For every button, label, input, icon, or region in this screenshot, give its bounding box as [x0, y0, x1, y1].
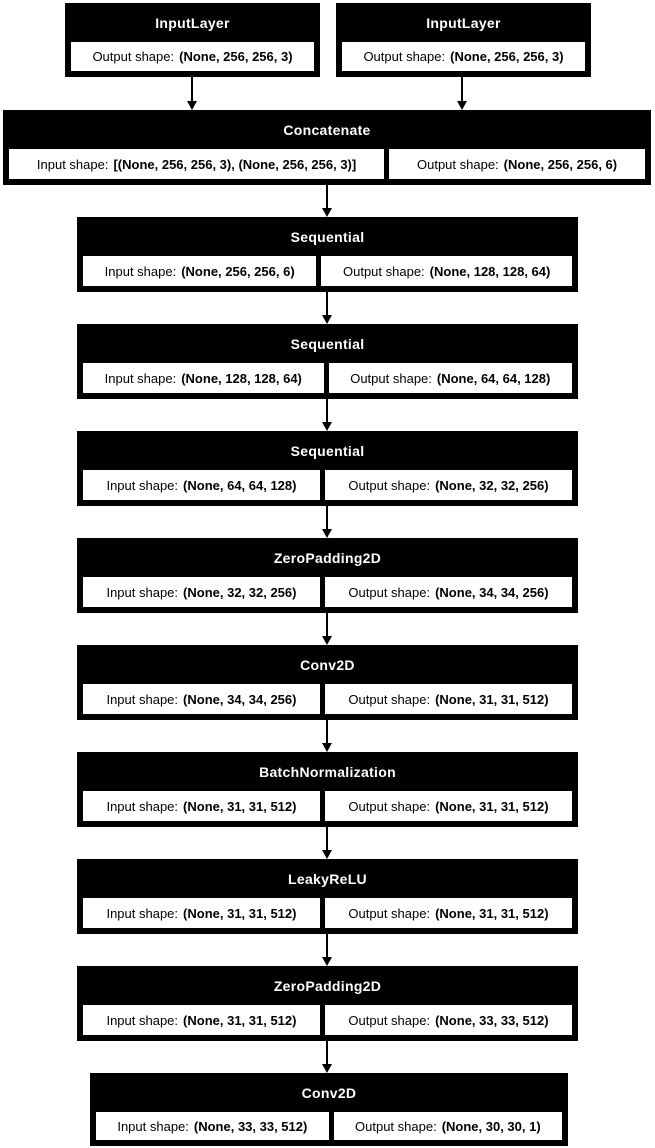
output-shape-label: Output shape: — [350, 370, 432, 386]
shape-row — [336, 41, 591, 77]
layer-type-label: Concatenate — [283, 122, 371, 138]
shape-row — [90, 1111, 568, 1146]
arrowhead-icon — [322, 208, 332, 217]
layer-type-label: ZeroPadding2D — [273, 550, 382, 566]
output-shape-cell — [324, 897, 573, 929]
edge-line — [326, 185, 328, 209]
input-shape-value: (None, 31, 31, 512) — [183, 798, 297, 814]
input-shape-label: Input shape: — [106, 584, 179, 600]
input-shape-value: (None, 256, 256, 6) — [181, 263, 295, 279]
edge-arrow-batchnorm-to-leakyrelu — [320, 827, 333, 859]
input-shape-label: Input shape: — [106, 798, 179, 814]
shape-row — [3, 148, 651, 185]
input-shape-value: (None, 31, 31, 512) — [183, 905, 297, 921]
shape-row — [77, 255, 578, 292]
layer-node-zeropadding2d-1 — [77, 538, 578, 613]
arrowhead-icon — [322, 422, 332, 431]
output-shape-cell — [320, 255, 573, 287]
shape-row — [65, 41, 320, 77]
layer-type-label: ZeroPadding2D — [273, 978, 382, 994]
output-shape-cell — [324, 683, 573, 715]
input-shape-label: Input shape: — [106, 477, 179, 493]
output-shape-label: Output shape: — [348, 691, 431, 707]
output-shape-value: (None, 31, 31, 512) — [435, 905, 549, 921]
output-shape-label: Output shape: — [348, 905, 431, 921]
output-shape-cell — [333, 1111, 563, 1141]
arrowhead-icon — [322, 315, 332, 324]
layer-node-inputlayer-2 — [336, 3, 591, 77]
output-shape-label: Output shape: — [343, 263, 425, 279]
input-shape-value: (None, 32, 32, 256) — [183, 584, 297, 600]
input-shape-value: (None, 128, 128, 64) — [181, 370, 302, 386]
output-shape-cell — [341, 41, 586, 72]
input-shape-label: Input shape: — [104, 263, 177, 279]
arrowhead-icon — [322, 529, 332, 538]
edge-arrow-concatenate-to-sequential1 — [320, 185, 333, 217]
arrowhead-icon — [322, 850, 332, 859]
output-shape-label: Output shape: — [92, 49, 175, 64]
output-shape-value: (None, 34, 34, 256) — [435, 584, 549, 600]
output-shape-cell — [70, 41, 315, 72]
edge-line — [326, 934, 328, 958]
layer-node-batchnormalization — [77, 752, 578, 827]
layer-type-label: LeakyReLU — [288, 871, 367, 887]
input-shape-cell — [82, 469, 321, 501]
edge-line — [326, 506, 328, 530]
layer-node-leakyrelu — [77, 859, 578, 934]
input-shape-value: (None, 64, 64, 128) — [183, 477, 297, 493]
edge-line — [326, 613, 328, 637]
layer-node-conv2d-1 — [77, 645, 578, 720]
arrowhead-icon — [457, 101, 467, 110]
shape-row — [77, 683, 578, 720]
output-shape-label: Output shape: — [363, 49, 446, 64]
shape-row — [77, 897, 578, 934]
input-shape-label: Input shape: — [106, 691, 179, 707]
edge-line — [326, 292, 328, 316]
layer-node-conv2d-2 — [90, 1073, 568, 1146]
shape-row — [77, 576, 578, 613]
shape-row — [77, 469, 578, 506]
layer-node-zeropadding2d-2 — [77, 966, 578, 1041]
output-shape-label: Output shape: — [348, 477, 431, 493]
input-shape-cell — [95, 1111, 330, 1141]
arrowhead-icon — [187, 101, 197, 110]
output-shape-cell — [324, 790, 573, 822]
edge-arrow-sequential2-to-sequential3 — [320, 399, 333, 431]
edge-arrow-zeropadding1-to-conv2d1 — [320, 613, 333, 645]
layer-type-label: Sequential — [290, 336, 365, 352]
input-shape-cell — [82, 362, 325, 394]
input-shape-value: (None, 31, 31, 512) — [183, 1012, 297, 1028]
layer-type-label: InputLayer — [155, 15, 230, 31]
output-shape-label: Output shape: — [417, 156, 499, 172]
layer-node-sequential-3 — [77, 431, 578, 506]
output-shape-value: (None, 31, 31, 512) — [435, 691, 549, 707]
output-shape-value: (None, 32, 32, 256) — [435, 477, 549, 493]
edge-arrow-sequential3-to-zeropadding1 — [320, 506, 333, 538]
output-shape-cell — [324, 1004, 573, 1036]
layer-node-inputlayer-1 — [65, 3, 320, 77]
output-shape-value: (None, 128, 128, 64) — [429, 263, 551, 279]
output-shape-label: Output shape: — [355, 1118, 437, 1134]
output-shape-cell — [328, 362, 573, 394]
output-shape-value: (None, 64, 64, 128) — [436, 370, 551, 386]
edge-arrow-sequential1-to-sequential2 — [320, 292, 333, 324]
arrowhead-icon — [322, 1064, 332, 1073]
input-shape-value: [(None, 256, 256, 3), (None, 256, 256, 3)] — [113, 156, 357, 172]
output-shape-cell — [324, 576, 573, 608]
layer-node-sequential-2 — [77, 324, 578, 399]
input-shape-cell — [82, 683, 321, 715]
layer-type-label: Sequential — [290, 229, 365, 245]
edge-line — [326, 720, 328, 744]
edge-arrow-conv2d1-to-batchnorm — [320, 720, 333, 752]
edge-arrow-zeropadding2-to-conv2d2 — [320, 1041, 333, 1073]
arrowhead-icon — [322, 957, 332, 966]
edge-line — [326, 827, 328, 851]
output-shape-value: (None, 31, 31, 512) — [435, 798, 549, 814]
arrowhead-icon — [322, 743, 332, 752]
input-shape-label: Input shape: — [106, 905, 179, 921]
input-shape-label: Input shape: — [117, 1118, 189, 1134]
output-shape-value: (None, 256, 256, 3) — [179, 49, 293, 64]
output-shape-label: Output shape: — [348, 798, 431, 814]
output-shape-value: (None, 256, 256, 3) — [450, 49, 564, 64]
output-shape-value: (None, 256, 256, 6) — [503, 156, 618, 172]
layer-type-label: BatchNormalization — [259, 764, 396, 780]
edge-arrow-leakyrelu-to-zeropadding2 — [320, 934, 333, 966]
edge-line — [326, 1041, 328, 1065]
output-shape-cell — [324, 469, 573, 501]
layer-node-sequential-1 — [77, 217, 578, 292]
output-shape-value: (None, 30, 30, 1) — [441, 1118, 541, 1134]
shape-row — [77, 362, 578, 399]
input-shape-cell — [82, 790, 321, 822]
shape-row — [77, 1004, 578, 1041]
edge-line — [191, 77, 193, 102]
layer-type-label: InputLayer — [426, 15, 501, 31]
input-shape-cell — [8, 148, 385, 180]
layer-type-label: Conv2D — [300, 657, 355, 673]
output-shape-cell — [388, 148, 646, 180]
input-shape-cell — [82, 255, 317, 287]
input-shape-cell — [82, 897, 321, 929]
input-shape-label: Input shape: — [104, 370, 177, 386]
input-shape-label: Input shape: — [106, 1012, 179, 1028]
edge-arrow-input2-to-concatenate — [455, 77, 468, 110]
input-shape-value: (None, 34, 34, 256) — [183, 691, 297, 707]
input-shape-label: Input shape: — [36, 156, 109, 172]
output-shape-value: (None, 33, 33, 512) — [435, 1012, 549, 1028]
shape-row — [77, 790, 578, 827]
edge-arrow-input1-to-concatenate — [185, 77, 198, 110]
input-shape-value: (None, 33, 33, 512) — [193, 1118, 308, 1134]
output-shape-label: Output shape: — [348, 584, 431, 600]
edge-line — [326, 399, 328, 423]
arrowhead-icon — [322, 636, 332, 645]
output-shape-label: Output shape: — [348, 1012, 431, 1028]
layer-node-concatenate — [3, 110, 651, 185]
layer-type-label: Sequential — [290, 443, 365, 459]
edge-line — [461, 77, 463, 102]
input-shape-cell — [82, 1004, 321, 1036]
layer-type-label: Conv2D — [301, 1085, 357, 1101]
input-shape-cell — [82, 576, 321, 608]
